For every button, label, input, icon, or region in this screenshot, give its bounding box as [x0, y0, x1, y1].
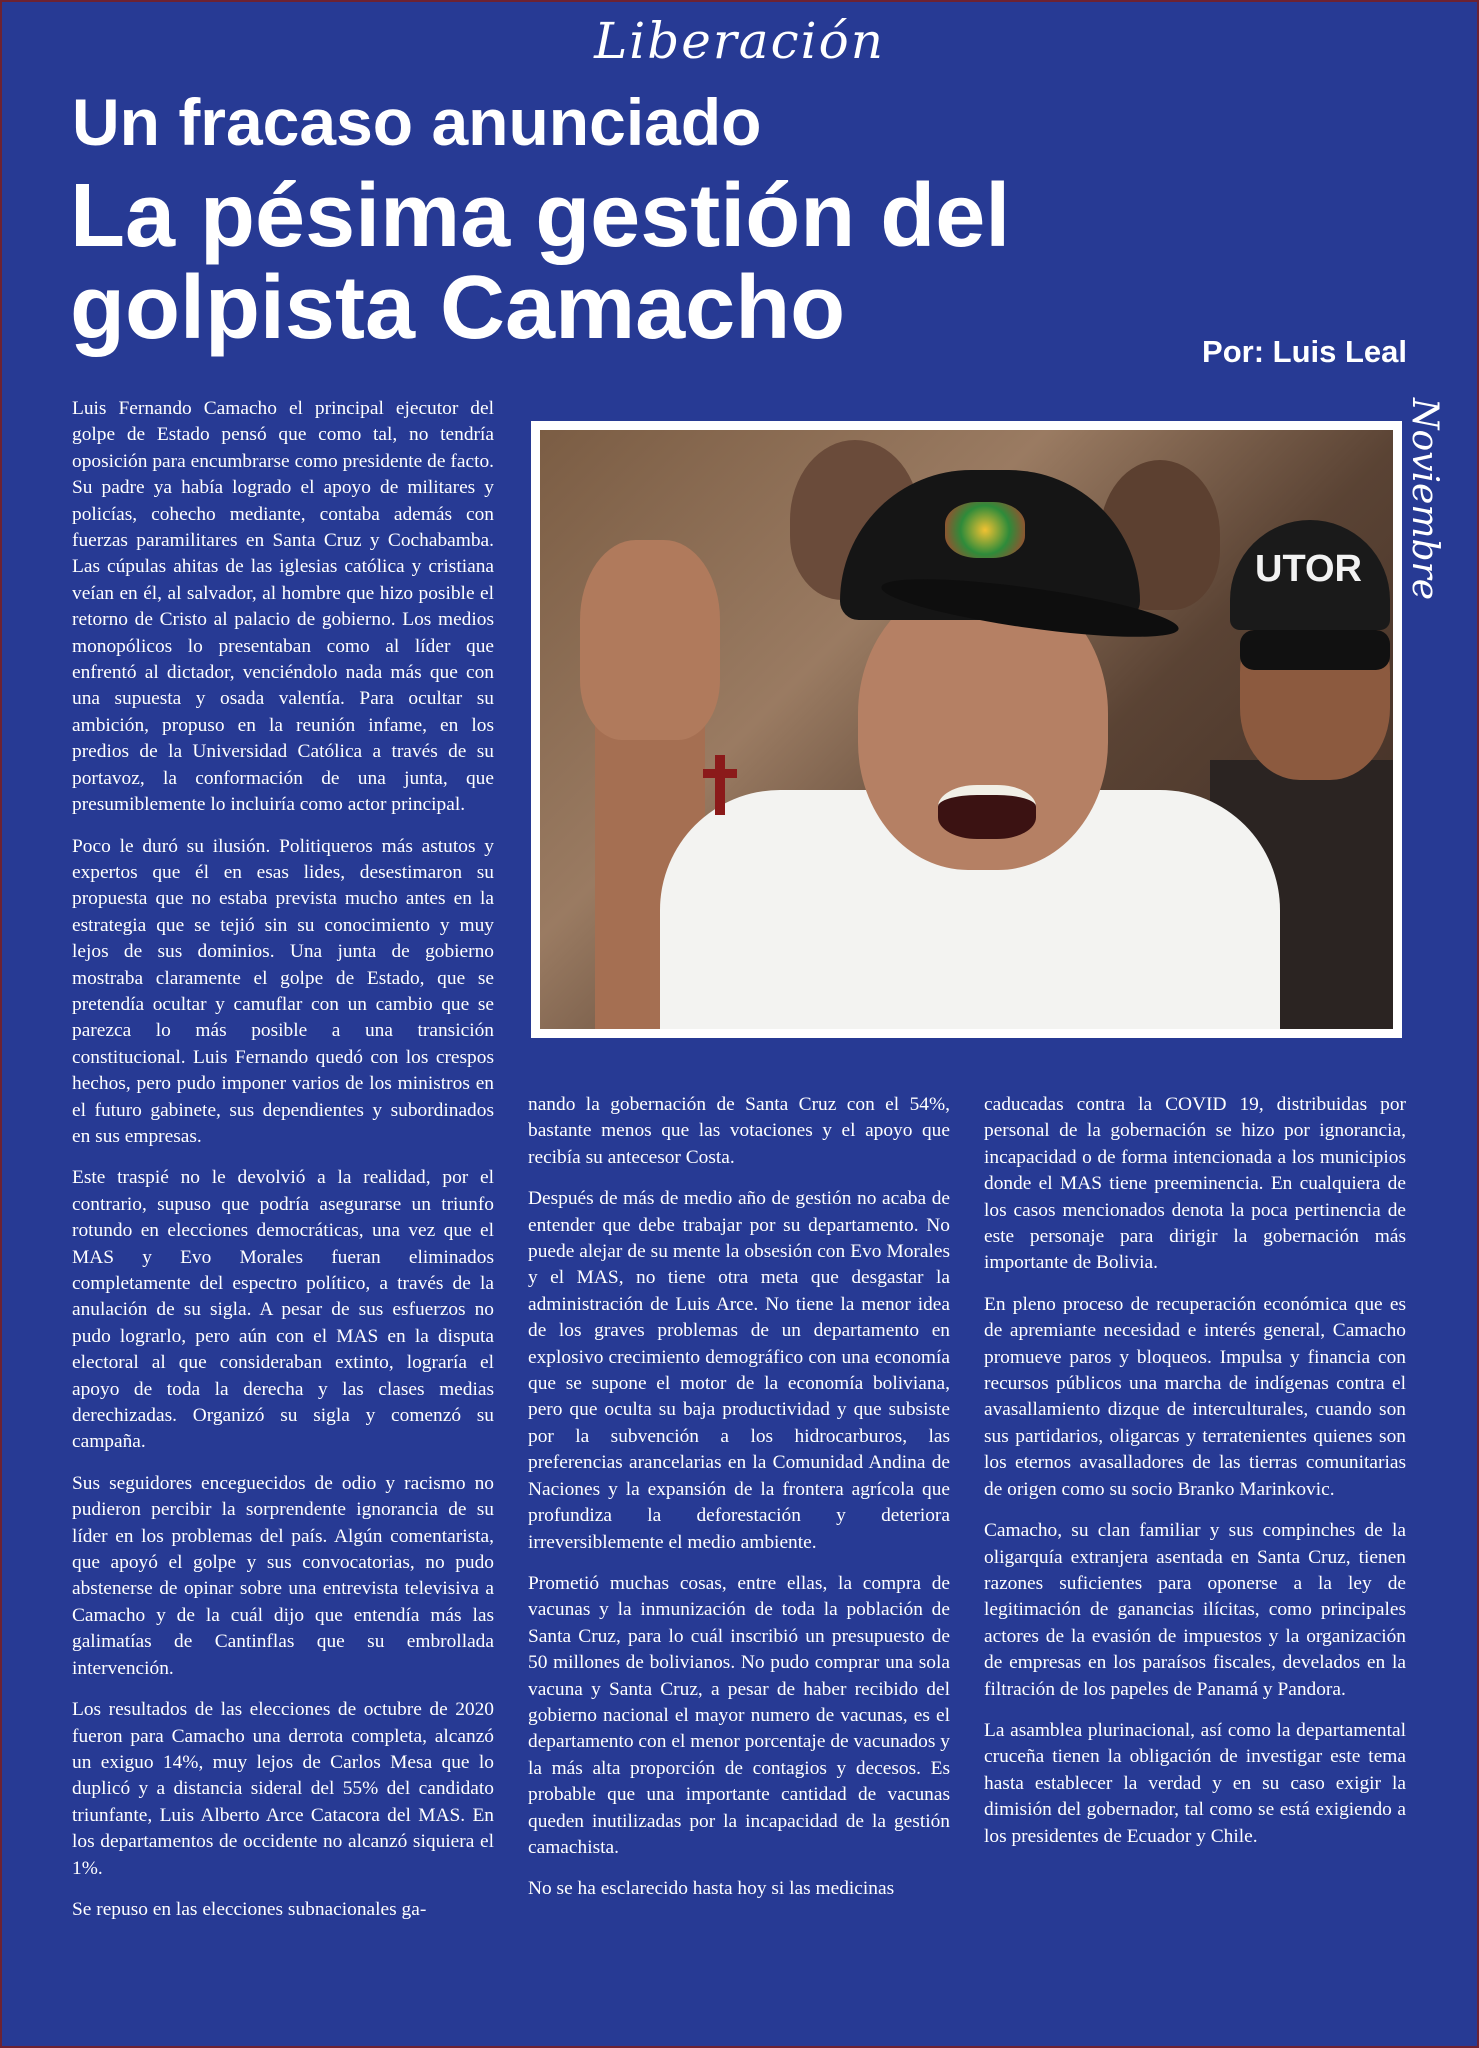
- paragraph: La asamblea plurinacional, así como la departamental cruceña tienen la obligación de investigar este tema hasta establecer la verdad y en su caso exigir la dimisión del gobernador, tal como se está exigiendo a los presidentes de Ecuador y Chile.: [984, 1719, 1406, 1847]
- article-column-2: [528, 1092, 950, 1918]
- paragraph: Camacho, su clan familiar y sus compinches de la oligarquía extranjera asentada en Santa Cruz, tienen razones suficientes para oponerse a la ley de legitimación de ganancias ilícitas, como principales actores de la evasión de impuestos y la organización de empresas en los paraísos fiscales, develados en la filtración de los papeles de Panamá y Pandora.: [984, 1520, 1406, 1700]
- article-headline: La pésima gestión del golpista Camacho: [70, 166, 1011, 358]
- article-photo: [540, 430, 1393, 1029]
- magazine-masthead: Liberación: [594, 12, 885, 70]
- article-column-3: [984, 1092, 1406, 1865]
- paragraph: Luis Fernando Camacho el principal ejecutor del golpe de Estado pensó que como tal, no tendría oposición para encumbrarse como presidente de facto. Su padre ya había logrado el apoyo de militares y policías, cohecho mediante, contaba además con fuerzas paramilitares en Santa Cruz y Cochabamba. Las cúpulas ahitas de las iglesias católica y cristiana veían en él, al salvador, al hombre que hizo posible el retorno de Cristo al palacio de gobierno. Los medios monopólicos lo presentaban como al líder que enfrentó al dictador, venciéndolo nada más que con una supuesta y osada valentía. Para ocultar su ambición, propuso en la reunión infame, en los predios de la Universidad Católica a través de su portavoz, la conformación de una junta, que presumiblemente lo incluiría como actor principal.: [72, 398, 494, 816]
- side-month-label: Noviembre: [1404, 398, 1445, 601]
- paragraph: No se ha esclarecido hasta hoy si las medicinas: [528, 1878, 895, 1900]
- photo-sunglasses: [1240, 630, 1390, 670]
- photo-rosary-cross: [715, 755, 725, 815]
- paragraph: En pleno proceso de recuperación económica que es de apremiante necesidad e interés general, Camacho promueve paros y bloqueos. Impulsa y financia con recursos públicos una marcha de indígenas contra el avasallamiento dizque de interculturales, cuando son sus partidarios, oligarcas y terratenientes quienes son los eternos avasalladores de las tierras comunitarias de origen como su socio Branko Marinkovic.: [984, 1293, 1406, 1500]
- paragraph: Se repuso en las elecciones subnacionales ga-: [72, 1898, 427, 1920]
- article-column-1: [72, 396, 494, 1938]
- photo-open-mouth: [938, 785, 1036, 839]
- paragraph: nando la gobernación de Santa Cruz con el 54%, bastante menos que las votaciones y el apoyo que recibía su antecesor Costa.: [528, 1094, 950, 1168]
- paragraph: Después de más de medio año de gestión no acaba de entender que debe trabajar por su departamento. No puede alejar de su mente la obsesión con Evo Morales y el MAS, no tiene otra meta que desgastar la administración de Luis Arce. No tiene la menor idea de los graves problemas de un departamento en explosivo crecimiento demográfico con una economía que se supone el motor de la economía boliviana, pero que oculta su baja productividad y que subsiste por la subvención a los hidrocarburos, las preferencias arancelarias en la Comunidad Andina de Naciones y la expansión de la frontera agrícola que profundiza la deforestación y deteriora irreversiblemente el medio ambiente.: [528, 1188, 950, 1553]
- paragraph: Poco le duró su ilusión. Politiqueros más astutos y expertos que él en esas lides, desestimaron su propuesta que no estaba prevista mucho antes en la estrategia que se tejió sin su conocimiento y muy lejos de sus dominios. Una junta de gobierno mostraba claramente el golpe de Estado, que se pretendía ocultar y camuflar con un cambio que se parezca lo más posible a una transición constitucional. Luis Fernando quedó con los crespos hechos, pero pudo imponer varios de los ministros en el futuro gabinete, sus dependientes y subordinados en sus empresas.: [72, 835, 494, 1147]
- paragraph: Los resultados de las elecciones de octubre de 2020 fueron para Camacho una derrota completa, alcanzó un exiguo 14%, muy lejos de Carlos Mesa que lo duplicó y a distancia sideral del 55% del candidato triunfante, Luis Alberto Arce Catacora del MAS. En los departamentos de occidente no alcanzó siquiera el 1%.: [72, 1699, 494, 1879]
- article-photo-frame: [531, 421, 1402, 1038]
- photo-cap-emblem: [945, 502, 1025, 558]
- photo-raised-fist: [580, 540, 720, 740]
- paragraph: caducadas contra la COVID 19, distribuidas por personal de la gobernación se hizo por ignorancia, incapacidad o de forma intencionada a los municipios donde el MAS tiene preeminencia. En cualquiera de los casos mencionados denota la poca pertinencia de este personaje para dirigir la gobernación más importante de Bolivia.: [984, 1094, 1406, 1274]
- article-byline: Por: Luis Leal: [1202, 334, 1407, 369]
- paragraph: Sus seguidores enceguecidos de odio y racismo no pudieron percibir la sorprendente ignorancia de su líder en los problemas del país. Algún comentarista, que apoyó el golpe y sus convocatorias, no pudo abstenerse de opinar sobre una entrevista televisiva a Camacho y de la cuál dijo que entendía más las galimatías de Cantinflas que su embrollada intervención.: [72, 1472, 494, 1679]
- article-kicker: Un fracaso anunciado: [72, 85, 762, 159]
- photo-cap-text: UTOR: [1255, 548, 1362, 590]
- paragraph: Prometió muchas cosas, entre ellas, la compra de vacunas y la inmunización de toda la población de Santa Cruz, para lo cuál inscribió un presupuesto de 50 millones de bolivianos. No pudo comprar una sola vacuna y Santa Cruz, a pesar de haber recibido del gobierno nacional el mayor numero de vacunas, es el departamento con el menor porcentaje de vacunados y la más alta proporción de contagios y decesos. Es probable que una importante cantidad de vacunas queden inutilizadas por la incapacidad de la gestión camachista.: [528, 1572, 950, 1858]
- paragraph: Este traspié no le devolvió a la realidad, por el contrario, supuso que podría asegurarse un triunfo rotundo en elecciones democráticas, una vez que el MAS y Evo Morales fueran eliminados completamente del espectro político, a través de la anulación de su sigla. A pesar de sus esfuerzos no pudo lograrlo, pero aún con el MAS en la disputa electoral al que consideraban extinto, lograría el apoyo de toda la derecha y las clases medias derechizadas. Organizó su sigla y comenzó su campaña.: [72, 1167, 494, 1453]
